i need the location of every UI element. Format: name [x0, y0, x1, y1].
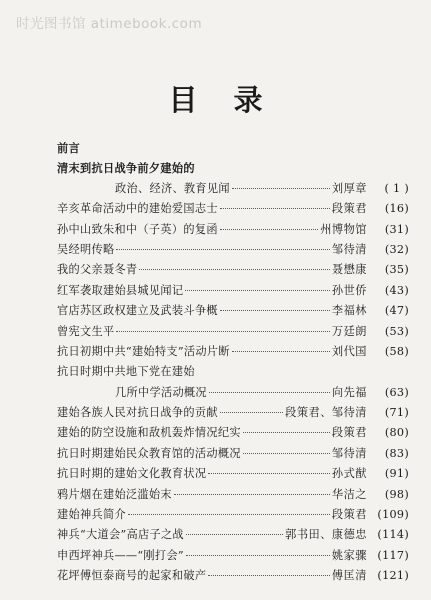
toc-entry-title: 辛亥革命活动中的建始爱国志士 — [57, 202, 218, 216]
toc-entry — [57, 485, 409, 505]
toc-entry-title: 清末到抗日战争前夕建始的 — [57, 161, 195, 176]
toc-entry-page: (47) — [384, 304, 409, 318]
toc-entry-page: (35) — [384, 263, 409, 277]
dot-leader — [174, 494, 330, 495]
toc-entry-author: 邹待清 — [331, 446, 367, 460]
toc-entry — [57, 362, 409, 382]
toc-entry — [57, 138, 409, 158]
toc-entry-title: 我的父亲聂冬青 — [57, 263, 138, 277]
toc-entry-author: 段策君 — [331, 508, 367, 522]
toc-entry-title: 申西坪神兵——“刚打会” — [57, 548, 184, 562]
dot-leader — [209, 392, 330, 393]
toc-entry-title: 几所中学活动概况 — [115, 385, 207, 399]
dot-leader — [186, 534, 283, 535]
dot-leader — [208, 575, 330, 576]
toc-entry — [57, 403, 409, 423]
dot-leader — [186, 555, 330, 556]
dot-leader — [208, 473, 330, 474]
toc-entry-page: (32) — [384, 242, 409, 256]
dot-leader — [232, 351, 330, 352]
toc-entry-author: 州博物馆 — [320, 222, 367, 236]
toc-entry-author: 傅匡清 — [331, 569, 367, 583]
toc-entry-author: 郭书田、康德忠 — [285, 528, 367, 542]
toc-entry-title: 建始的防空设施和敌机轰炸情况纪实 — [57, 426, 241, 440]
toc-entry-page: (98) — [384, 487, 409, 501]
toc-entry-title: 前言 — [57, 141, 80, 155]
toc-entry — [57, 158, 409, 178]
toc-entry-title: 官店苏区政权建立及武装斗争概 — [57, 304, 218, 318]
dot-leader — [243, 432, 330, 433]
toc-entry-title: 建始神兵简介 — [57, 508, 126, 522]
toc-entry-title: 抗日初期中共“建始特支”活动片断 — [57, 344, 230, 358]
dot-leader — [220, 412, 283, 413]
toc-entry — [57, 281, 409, 301]
toc-entry — [57, 525, 409, 545]
toc-entry-page: (16) — [384, 202, 409, 216]
toc-entry — [57, 240, 409, 260]
toc-entry-page: (117) — [377, 548, 409, 562]
toc-entry-page: (109) — [377, 508, 409, 522]
toc-entry — [57, 566, 409, 586]
toc-entry-page: (53) — [384, 324, 409, 338]
toc-entry-author: 向先福 — [331, 385, 367, 399]
toc-entry — [57, 423, 409, 443]
toc-entry-author: 邹待清 — [331, 242, 367, 256]
toc-entry-title: 神兵“大道会”高店子之战 — [57, 528, 184, 542]
toc-entry-title: 鸦片烟在建始泛滥始末 — [57, 487, 172, 501]
toc-entry — [57, 179, 409, 199]
toc-entry — [57, 260, 409, 280]
toc-entry-author: 李福林 — [331, 304, 367, 318]
toc-entry-page: (91) — [384, 467, 409, 481]
dot-leader — [139, 269, 330, 270]
dot-leader — [185, 290, 330, 291]
toc-entry-title: 抗日时期的建始文化教育状况 — [57, 467, 207, 481]
toc-entry — [57, 464, 409, 484]
toc-entry — [57, 444, 409, 464]
toc-entry-title: 抗日时期建始民众教育馆的活动概况 — [57, 446, 241, 460]
toc-entry — [57, 199, 409, 219]
toc-entry-author: 刘代国 — [331, 344, 367, 358]
table-of-contents — [57, 138, 409, 587]
toc-entry-title: 建始各族人民对抗日战争的贡献 — [57, 406, 218, 420]
toc-entry-author: 孙世侨 — [331, 283, 367, 297]
toc-entry-title: 曾宪文生平 — [57, 324, 115, 338]
toc-entry-title: 抗日时期中共地下党在建始 — [57, 365, 195, 379]
toc-entry-page: (31) — [384, 222, 409, 236]
dot-leader — [220, 229, 318, 230]
toc-entry — [57, 322, 409, 342]
dot-leader — [220, 208, 330, 209]
toc-entry-author: 姚家骤 — [331, 548, 367, 562]
toc-entry-title: 花坪傅恒泰商号的起家和破产 — [57, 569, 207, 583]
toc-entry-author: 段策君 — [331, 426, 367, 440]
toc-entry-title: 吴经明传略 — [57, 242, 115, 256]
dot-leader — [116, 331, 329, 332]
toc-entry-author: 聂懋康 — [331, 263, 367, 277]
toc-entry-title: 政治、经济、教育见闻 — [115, 181, 230, 195]
toc-entry-author: 段策君、邹待清 — [285, 406, 367, 420]
toc-entry-title: 孙中山致朱和中（子英）的复函 — [57, 222, 218, 236]
toc-entry-page: ( 1 ) — [384, 181, 409, 195]
toc-entry — [57, 342, 409, 362]
toc-entry-page: (83) — [384, 446, 409, 460]
toc-entry — [57, 301, 409, 321]
page-title: 目录 — [168, 83, 299, 117]
dot-leader — [232, 188, 330, 189]
toc-entry — [57, 220, 409, 240]
toc-entry-page: (43) — [384, 283, 409, 297]
toc-entry-page: (114) — [377, 528, 409, 542]
toc-entry-page: (58) — [384, 344, 409, 358]
dot-leader — [128, 514, 330, 515]
toc-entry-author: 孙式猷 — [331, 467, 367, 481]
dot-leader — [220, 310, 330, 311]
toc-entry-page: (71) — [384, 406, 409, 420]
toc-entry-title: 红军袭取建始县城见闻记 — [57, 283, 184, 297]
toc-entry-page: (121) — [377, 569, 409, 583]
toc-entry-author: 刘厚章 — [331, 181, 367, 195]
dot-leader — [243, 453, 330, 454]
dot-leader — [116, 249, 329, 250]
toc-entry-page: (80) — [384, 426, 409, 440]
toc-entry-author: 万廷朗 — [331, 324, 367, 338]
toc-entry-author: 华洁之 — [331, 487, 367, 501]
watermark-text: 时光图书馆 atimebook.com — [16, 16, 203, 32]
toc-entry-page: (63) — [384, 385, 409, 399]
toc-entry — [57, 505, 409, 525]
toc-entry — [57, 383, 409, 403]
toc-entry-author: 段策君 — [331, 202, 367, 216]
toc-entry — [57, 546, 409, 566]
